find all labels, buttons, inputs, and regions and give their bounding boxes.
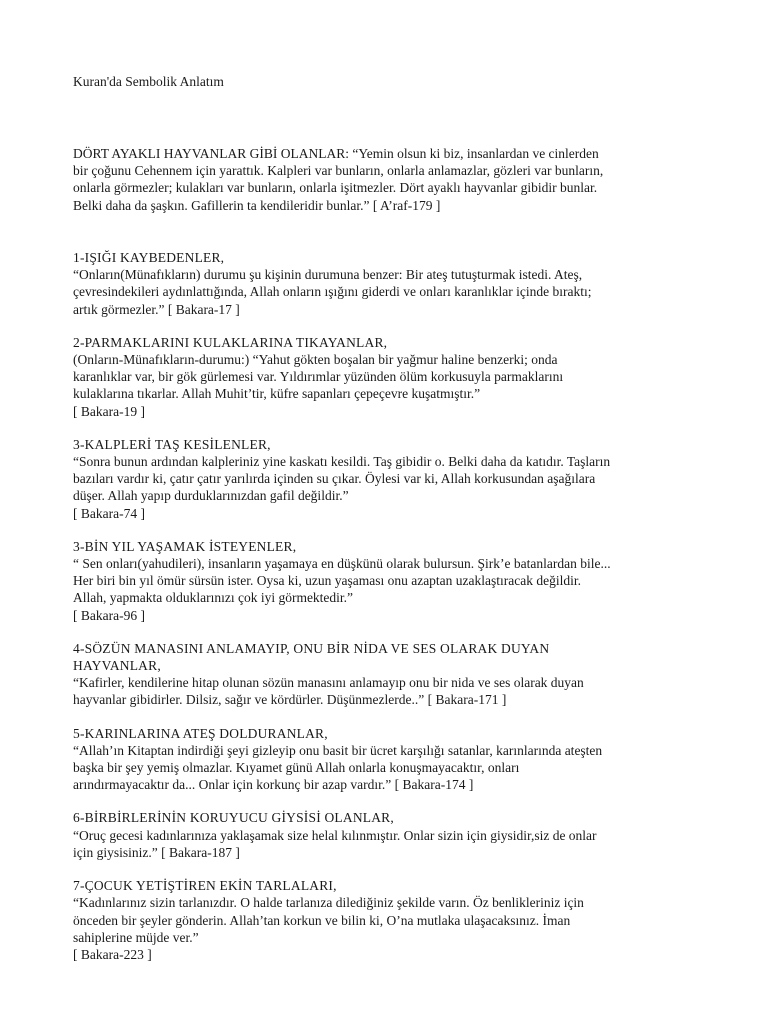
section-heading: 5-KARINLARINA ATEŞ DOLDURANLAR, <box>73 725 328 741</box>
section-body-line: (Onların-Münafıkların-durumu:) “Yahut gökten boşalan bir yağmur haline benzerki; onda <box>73 352 558 368</box>
section-body-line: artık görmezler.” [ Bakara-17 ] <box>73 301 240 317</box>
section-2 <box>73 334 713 420</box>
section-body-line: Allah, yapmakta olduklarınızı çok iyi görmektedir.” <box>73 590 354 606</box>
section-body-line: Her biri bin yıl ömür sürsün ister. Oysa ki, uzun yaşaması onu azaptan uzaklaştıracak değildir. <box>73 573 581 589</box>
section-body-line: [ Bakara-19 ] <box>73 403 145 419</box>
section-heading: 6-BİRBİRLERİNİN KORUYUCU GİYSİSİ OLANLAR, <box>73 810 394 826</box>
section-body-line: arındırmayacaktır da... Onlar için korkunç bir azap vardır.” [ Bakara-174 ] <box>73 777 474 793</box>
section-1 <box>73 249 713 318</box>
section-heading: 4-SÖZÜN MANASINI ANLAMAYIP, ONU BİR NİDA VE SES OLARAK DUYAN <box>73 640 550 656</box>
section-body-line: [ Bakara-74 ] <box>73 505 145 521</box>
document-title: Kuran'da Sembolik Anlatım <box>73 74 224 89</box>
section-body-line: “Kafirler, kendilerine hitap olunan sözün manasını anlamayıp onu bir nida ve ses olarak duyan <box>73 675 584 691</box>
section-body-line: bazıları vardır ki, çatır çatır yarılırda içinden su çıkar. Öylesi var ki, Allah korkusundan aşağılara <box>73 471 596 487</box>
section-body-line: “Kadınlarınız sizin tarlanızdır. O halde tarlanıza dilediğiniz şekilde varın. Öz benlikleriniz için <box>73 895 584 911</box>
intro-line: onlarla görmezler; kulakları var bunların, onlarla işitmezler. Dört ayaklı hayvanlar gibidir bunlar. <box>73 180 598 196</box>
section-body-line: düşer. Allah yapıp durduklarınızdan gafil değildir.” <box>73 488 349 504</box>
section-body-line: karanlıklar var, bir gök gürlemesi var. Yıldırımlar yüzünden ölüm korkusuyla parmaklarını <box>73 369 564 385</box>
section-3 <box>73 436 713 522</box>
section-body-line: “Sonra bunun ardından kalpleriniz yine kaskatı kesildi. Taş gibidir o. Belki daha da katıdır. Taşların <box>73 454 611 470</box>
section-heading: 7-ÇOCUK YETİŞTİREN EKİN TARLALARI, <box>73 878 337 894</box>
section-5 <box>73 640 713 709</box>
section-body-line: “ Sen onları(yahudileri), insanların yaşamaya en düşkünü olarak bulursun. Şirk’e batanlardan bile... <box>73 556 611 572</box>
section-heading: HAYVANLAR, <box>73 658 161 674</box>
section-heading: 3-BİN YIL YAŞAMAK İSTEYENLER, <box>73 538 297 554</box>
section-body-line: önceden bir şeyler gönderin. Allah’tan korkun ve bilin ki, O’na mutlaka ulaşacaksınız. İman <box>73 912 571 928</box>
section-body-line: kulaklarına tıkarlar. Allah Muhit’tir, küfre sapanları çepeçevre kuşatmıştır.” <box>73 386 481 402</box>
section-heading: 1-IŞIĞI KAYBEDENLER, <box>73 250 225 265</box>
section-body-line: “Onların(Münafıkların) durumu şu kişinin durumuna benzer: Bir ateş tutuşturmak istedi. Ateş, <box>73 267 583 283</box>
section-body-line: “Allah’ın Kitaptan indirdiği şeyi gizleyip onu basit bir ücret karşılığı satanlar, karınlarında ateşten <box>73 742 603 758</box>
section-body-line: sahiplerine müjde ver.” <box>73 929 199 945</box>
section-body-line: [ Bakara-96 ] <box>73 607 145 623</box>
section-body-line: hayvanlar gibidirler. Dilsiz, sağır ve kördürler. Düşünmezlerde..” [ Bakara-171 ] <box>73 692 507 708</box>
section-7 <box>73 809 713 861</box>
intro-paragraph <box>73 145 713 214</box>
section-body-line: [ Bakara-223 ] <box>73 946 152 962</box>
section-heading: 3-KALPLERİ TAŞ KESİLENLER, <box>73 436 271 452</box>
intro-line: Belki daha da şaşkın. Gafillerin ta kendileridir bunlar.” [ A’raf-179 ] <box>73 197 441 213</box>
sections-list <box>73 249 713 963</box>
section-8 <box>73 877 713 963</box>
section-heading: 2-PARMAKLARINI KULAKLARINA TIKAYANLAR, <box>73 334 388 350</box>
section-body-line: başka bir şey yemiş olmazlar. Kıyamet günü Allah onlarla konuşmayacaktır, onları <box>73 760 520 776</box>
section-4 <box>73 538 713 624</box>
section-body-line: “Oruç gecesi kadınlarınıza yaklaşamak size helal kılınmıştır. Onlar sizin için giysidir,siz de onlar <box>73 827 597 843</box>
section-body-line: çevresindekileri aydınlattığında, Allah onların ışığını giderdi ve onları karanlıklar içinde bıraktı; <box>73 284 592 300</box>
intro-line: bir çoğunu Cehennem için yarattık. Kalpleri var bunların, onlarla anlamazlar, gözleri var bunların, <box>73 163 604 179</box>
intro-line: DÖRT AYAKLI HAYVANLAR GİBİ OLANLAR: “Yemin olsun ki biz, insanlardan ve cinlerden <box>73 146 599 161</box>
section-body-line: için giysisiniz.” [ Bakara-187 ] <box>73 844 240 860</box>
section-6 <box>73 725 713 794</box>
